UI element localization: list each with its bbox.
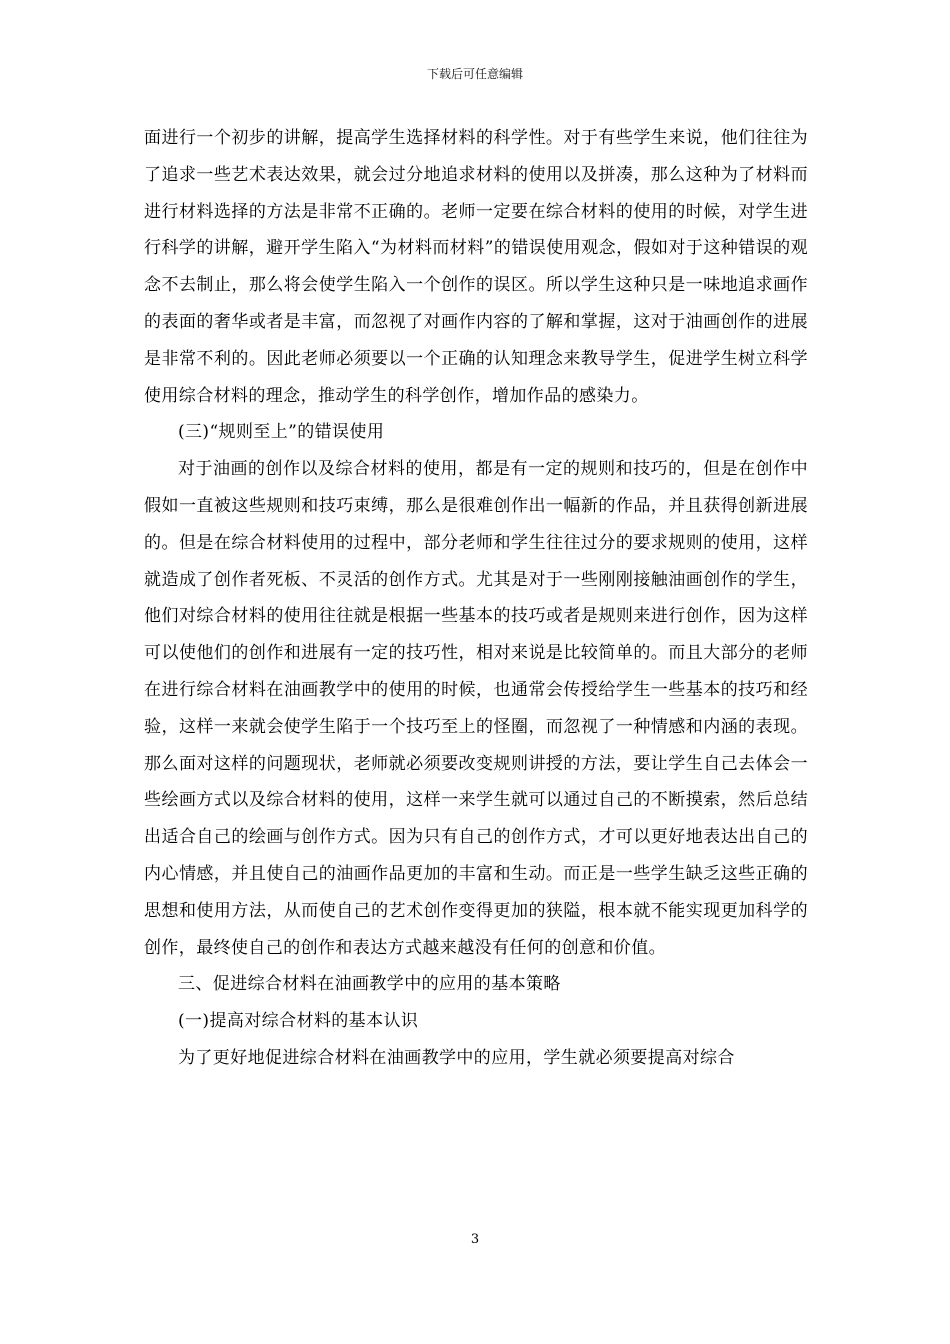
subsection-heading: (一)提高对综合材料的基本认识: [178, 1011, 419, 1032]
section-heading: (三)“规则至上”的错误使用: [178, 422, 385, 443]
section-heading: 三、促进综合材料在油画教学中的应用的基本策略: [178, 974, 561, 995]
document-body: [144, 120, 808, 1077]
paragraph-continued: 面进行一个初步的讲解，提高学生选择材料的科学性。对于有些学生来说，他们往往为了追求一些艺术表达效果，就会过分地追求材料的使用以及拼凑，那么这种为了材料而进行材料选择的方法是非常不正确的。老师一定要在综合材料的使用的时候，对学生进行科学的讲解，避开学生陷入“为材料而材料”的错误使用观念，假如对于这种错误的观念不去制止，那么将会使学生陷入一个创作的误区。所以学生这种只是一味地追求画作的表面的奢华或者是丰富，而忽视了对画作内容的了解和掌握，这对于油画创作的进展是非常不利的。因此老师必须要以一个正确的认知理念来教导学生，促进学生树立科学使用综合材料的理念，推动学生的科学创作，增加作品的感染力。: [144, 128, 808, 406]
page-number: 3: [470, 1232, 480, 1247]
paragraph: 为了更好地促进综合材料在油画教学中的应用，学生就必须要提高对综合: [178, 1047, 735, 1068]
paragraph: 对于油画的创作以及综合材料的使用，都是有一定的规则和技巧的，但是在创作中假如一直被这些规则和技巧束缚，那么是很难创作出一幅新的作品，并且获得创新进展的。但是在综合材料使用的过程中，部分老师和学生往往过分的要求规则的使用，这样就造成了创作者死板、不灵活的创作方式。尤其是对于一些刚刚接触油画创作的学生，他们对综合材料的使用往往就是根据一些基本的技巧或者是规则来进行创作，因为这样可以使他们的创作和进展有一定的技巧性，相对来说是比较简单的。而且大部分的老师在进行综合材料在油画教学中的使用的时候，也通常会传授给学生一些基本的技巧和经验，这样一来就会使学生陷于一个技巧至上的怪圈，而忽视了一种情感和内涵的表现。那么面对这样的问题现状，老师就必须要改变规则讲授的方法，要让学生自己去体会一些绘画方式以及综合材料的使用，这样一来学生就可以通过自己的不断摸索，然后总结出适合自己的绘画与创作方式。因为只有自己的创作方式，才可以更好地表达出自己的内心情感，并且使自己的油画作品更加的丰富和生动。而正是一些学生缺乏这些正确的思想和使用方法，从而使自己的艺术创作变得更加的狭隘，根本就不能实现更加科学的创作，最终使自己的创作和表达方式越来越没有任何的创意和价值。: [144, 459, 808, 958]
page-header: 下载后可任意编辑: [426, 67, 523, 81]
